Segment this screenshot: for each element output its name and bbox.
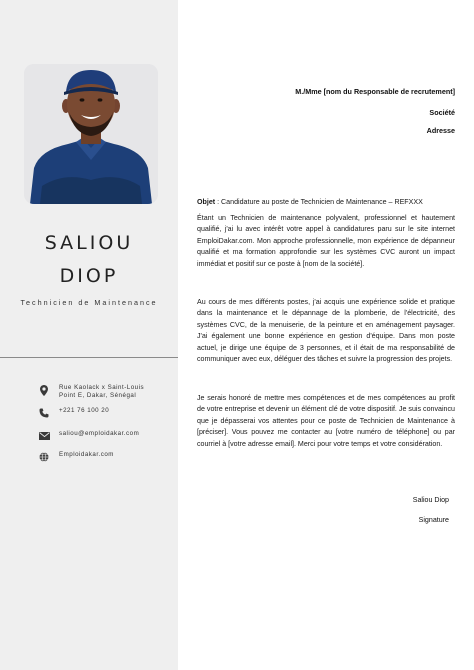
contact-email-link[interactable]: saliou@emploidakar.com	[59, 430, 140, 437]
location-pin-icon	[38, 384, 50, 396]
letter-paragraph-2: Au cours de mes différents postes, j'ai acquis une expérience solide et pratique dans la maintenance et le dépannage de la plomberie, de l'électricité, des systèmes CVC, de la menuiserie, de la peinture et en aménagement paysager. J'ai également une bonne expérience en gestion d'équipe. Dans mon poste actuel, je dirige une équipe de 3 personnes, et il était de ma responsabilité de communiquer avec eux, déléguer des tâches et suivre la progression des projets.	[197, 298, 455, 364]
recipient-address: Adresse	[426, 126, 455, 135]
candidate-job-title: Technicien de Maintenance	[20, 298, 158, 307]
contact-phone-text: +221 76 100 20	[59, 407, 110, 414]
candidate-first-name: SALIOU	[44, 232, 134, 254]
contact-address-text: Rue Kaolack x Saint-Louis Point E, Dakar, Sénégal	[59, 384, 145, 400]
letter-paragraph-3: Je serais honoré de mettre mes compétences et de mes compétences au profit de votre entreprise et devenir un élément clé de votre dispositif. Je suis convaincu que je dépasserai vos attentes pour ce poste de Technicien de Maintenance à [préciser]. Vous pouvez me contacter au [votre numéro de téléphone] ou par courriel à [votre adresse email]. Merci pour votre temps et votre considération.	[197, 394, 455, 448]
subject-text: : Candidature au poste de Technicien de Maintenance – REFXXX	[215, 198, 423, 206]
contact-address	[38, 384, 155, 400]
contact-email	[38, 430, 139, 442]
sidebar-divider	[0, 357, 178, 358]
contact-website	[38, 451, 114, 463]
letter-body	[197, 0, 455, 670]
signature-label: Signature	[418, 516, 449, 524]
recipient-name: M./Mme [nom du Responsable de recrutement]	[295, 87, 455, 96]
letter-subject	[197, 197, 455, 208]
subject-label: Objet	[197, 198, 216, 206]
envelope-icon	[38, 430, 50, 442]
contact-website-link[interactable]: Emploidakar.com	[59, 451, 114, 458]
sidebar	[0, 0, 178, 670]
recipient-company: Société	[429, 108, 455, 117]
phone-icon	[38, 407, 50, 419]
profile-photo	[24, 64, 158, 204]
globe-icon	[38, 451, 50, 463]
signature-name: Saliou Diop	[412, 496, 449, 504]
contact-phone	[38, 407, 109, 419]
letter-paragraph-1: Étant un Technicien de maintenance polyvalent, professionnel et hautement qualifié, j'ai lu avec intérêt votre appel à candidatures paru sur le site internet EmploiDakar.com. Mon approche professionnelle, mon expérience de dépanneur qualifié et ma formation approfondie sur les systèmes CVC auront un impact immédiat et positif sur ce poste à [nom de la société].	[197, 214, 455, 268]
candidate-last-name: DIOP	[59, 265, 119, 287]
technician-portrait-image	[24, 64, 158, 204]
